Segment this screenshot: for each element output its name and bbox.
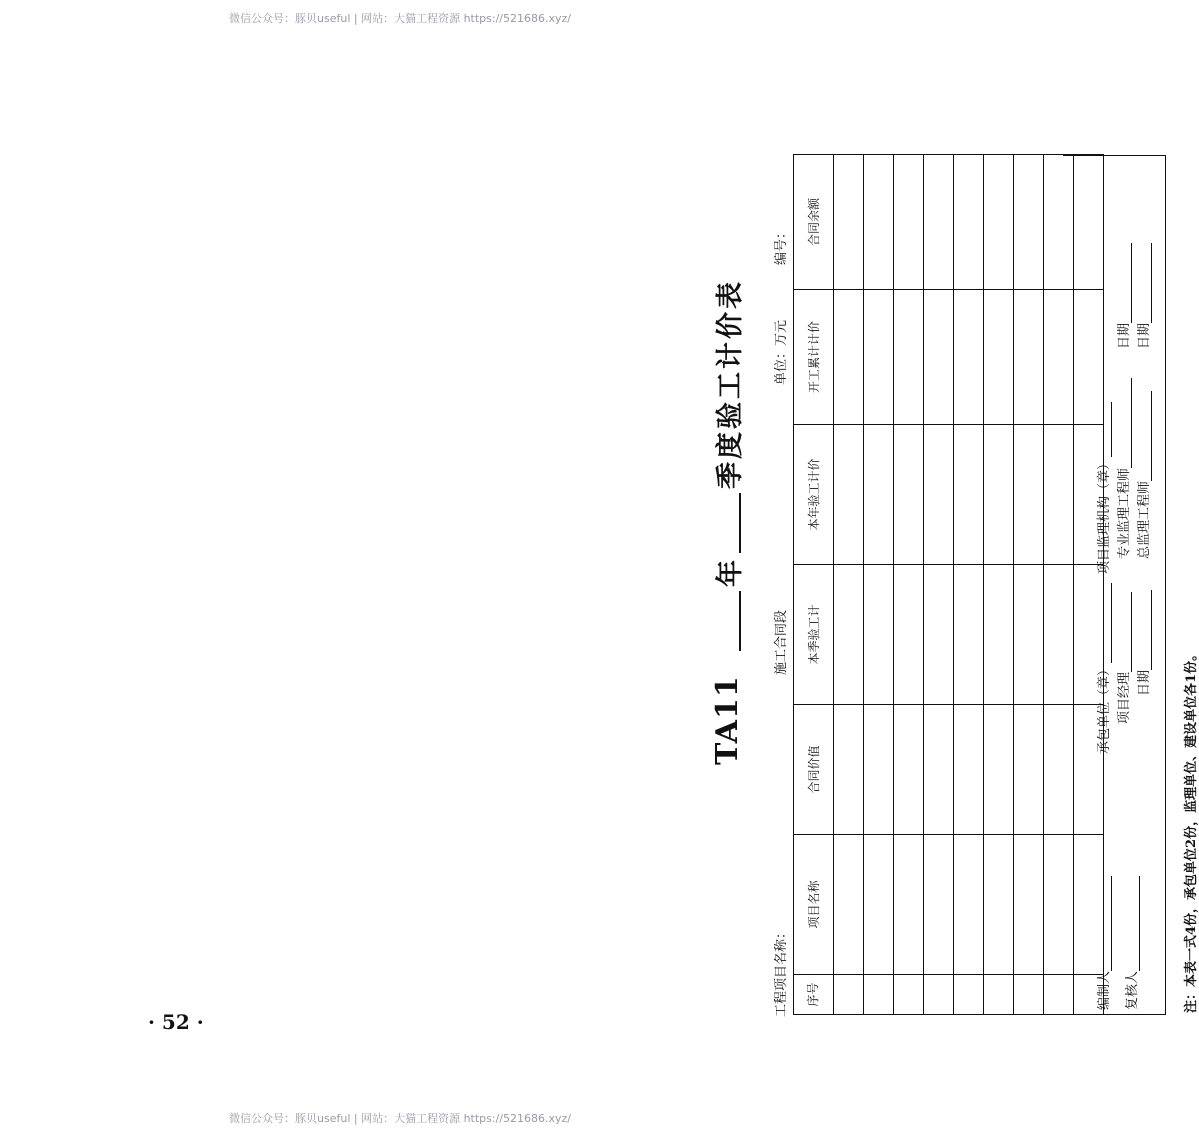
table-header-row	[794, 155, 834, 1015]
table-cell	[924, 975, 954, 1015]
table-cell	[1014, 425, 1044, 565]
table-cell	[864, 290, 894, 425]
table-cell	[954, 565, 984, 705]
table-cell	[1014, 705, 1044, 835]
table-cell	[834, 565, 864, 705]
table-cell	[924, 705, 954, 835]
header-contract-balance: 合同余额	[794, 155, 834, 290]
table-cell	[894, 705, 924, 835]
table-cell	[894, 835, 924, 975]
watermark-bottom: 微信公众号：豚贝useful | 网站：大猫工程资源 https://521686.xyz/	[229, 1112, 571, 1125]
table-cell	[1014, 835, 1044, 975]
table-cell	[954, 975, 984, 1015]
chief-engineer-field	[1133, 391, 1152, 559]
table-cell	[984, 155, 1014, 290]
table-cell	[1014, 155, 1044, 290]
table-cell	[864, 835, 894, 975]
table-cell	[924, 425, 954, 565]
table-row	[894, 155, 924, 1015]
table-cell	[894, 565, 924, 705]
table-cell	[834, 425, 864, 565]
table-cell	[834, 290, 864, 425]
table-cell	[984, 705, 1014, 835]
table-cell	[954, 290, 984, 425]
date1-label: 日期	[1137, 669, 1152, 696]
header-year-valuation: 本年验工计价	[794, 425, 834, 565]
date1-field	[1133, 590, 1152, 696]
compiler-label: 编制人	[1097, 970, 1112, 1010]
table-cell	[894, 425, 924, 565]
table-row	[834, 155, 864, 1015]
date3-label: 日期	[1137, 322, 1152, 349]
header-cumulative-valuation: 开工累计计价	[794, 290, 834, 425]
table-cell	[834, 705, 864, 835]
table-cell	[1014, 565, 1044, 705]
supervision-field	[1093, 402, 1112, 574]
table-cell	[864, 565, 894, 705]
quarter-blank	[739, 493, 741, 553]
header-quarter-valuation: 本季验工计	[794, 565, 834, 705]
project-manager-label: 项目经理	[1117, 671, 1132, 724]
supervision-label: 项目监理机构（章）	[1097, 456, 1112, 574]
table-cell	[954, 425, 984, 565]
contractor-label: 承包单位（章）	[1097, 662, 1112, 754]
table-cell	[834, 835, 864, 975]
table-cell	[894, 975, 924, 1015]
contract-section-label: 施工合同段	[774, 609, 789, 675]
table-cell	[984, 425, 1014, 565]
header-seq: 序号	[794, 975, 834, 1015]
page-number: · 52 ·	[148, 1010, 204, 1034]
chief-engineer-label: 总监理工程师	[1137, 480, 1152, 559]
table-cell	[894, 155, 924, 290]
title-year: 年	[715, 557, 746, 587]
table-cell	[864, 975, 894, 1015]
table-cell	[864, 705, 894, 835]
table-row	[954, 155, 984, 1015]
project-name-label: 工程项目名称：	[774, 925, 789, 1017]
table-cell	[984, 835, 1014, 975]
table-cell	[954, 835, 984, 975]
contractor-field	[1093, 583, 1112, 754]
table-cell	[984, 975, 1014, 1015]
table-cell	[924, 565, 954, 705]
table-cell	[864, 425, 894, 565]
table-row	[864, 155, 894, 1015]
title-rest: 季度验工计价表	[715, 279, 746, 489]
rotated-form	[650, 145, 1199, 1025]
table-cell	[924, 290, 954, 425]
table-cell	[954, 155, 984, 290]
date2-label: 日期	[1117, 322, 1132, 349]
table-cell	[924, 835, 954, 975]
table-cell	[894, 290, 924, 425]
header-contract-value: 合同价值	[794, 705, 834, 835]
year-blank	[739, 591, 741, 651]
table-cell	[834, 155, 864, 290]
table-cell	[924, 155, 954, 290]
reviewer-field	[1121, 876, 1140, 1010]
reviewer-label: 复核人	[1125, 970, 1140, 1010]
form-note: 注：本表一式4份，承包单位2份，监理单位、建设单位各1份。	[1184, 647, 1199, 1013]
date2-field	[1113, 243, 1132, 349]
table-cell	[984, 290, 1014, 425]
table-row	[1014, 155, 1044, 1015]
compiler-field	[1093, 876, 1112, 1010]
header-item-name: 项目名称	[794, 835, 834, 975]
watermark-top: 微信公众号：豚贝useful | 网站：大猫工程资源 https://521686.xyz/	[229, 12, 571, 25]
form-code: TA11	[710, 675, 745, 765]
signature-area	[1063, 155, 1166, 1015]
specialist-engineer-field	[1113, 378, 1132, 559]
form-title	[708, 279, 747, 655]
date3-field	[1133, 243, 1152, 349]
table-cell	[1014, 290, 1044, 425]
number-label: 编号：	[774, 225, 789, 265]
table-cell	[834, 975, 864, 1015]
table-cell	[984, 565, 1014, 705]
project-manager-field	[1113, 592, 1132, 724]
table-row	[924, 155, 954, 1015]
table-cell	[954, 705, 984, 835]
table-cell	[864, 155, 894, 290]
unit-label: 单位：万元	[774, 319, 789, 385]
specialist-engineer-label: 专业监理工程师	[1117, 467, 1132, 559]
table-row	[984, 155, 1014, 1015]
valuation-table	[793, 154, 1104, 1015]
table-cell	[1014, 975, 1044, 1015]
